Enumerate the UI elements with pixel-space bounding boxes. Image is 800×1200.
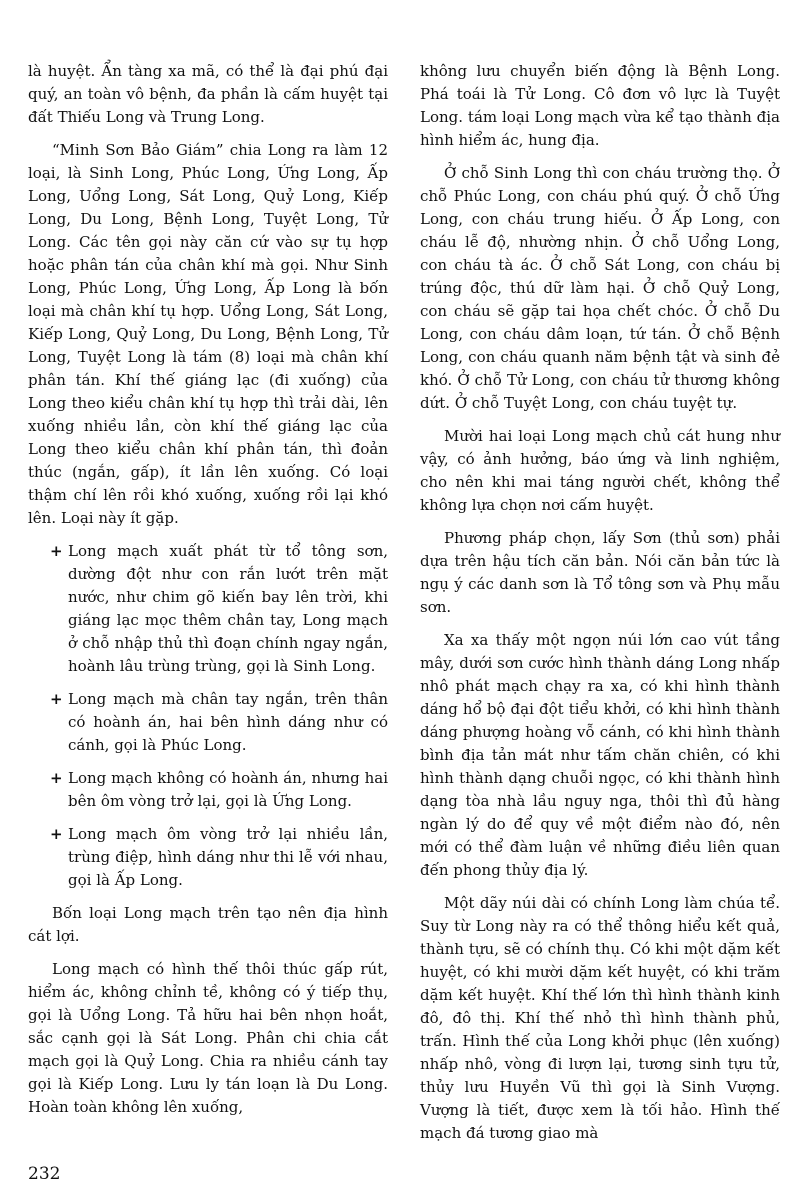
bullet-marker: + bbox=[50, 690, 63, 708]
paragraph: là huyệt. Ẩn tàng xa mã, có thể là đại phú đại quý, an toàn vô bệnh, đa phần là cấm huyệt tại đất Thiếu Long và Trung Long. bbox=[28, 62, 388, 126]
paragraph: Mười hai loại Long mạch chủ cát hung như vậy, có ảnh hưởng, báo ứng và linh nghiệm, cho nên khi mai táng người chết, không thể không lựa chọn nơi cấm huyệt. bbox=[420, 427, 780, 514]
list-item-text: Long mạch không có hoành án, nhưng hai bên ôm vòng trở lại, gọi là Ứng Long. bbox=[68, 769, 388, 810]
bullet-list bbox=[28, 540, 388, 892]
list-item-text: Long mạch xuất phát từ tổ tông sơn, dường đột như con rắn lướt trên mặt nước, như chim gõ kiến bay lên trời, khi giáng lạc mọc thêm chân tay, Long mạch ở chỗ nhập thủ thì đoạn chính ngay ngắn, hoành lâu trùng trùng, gọi là Sinh Long. bbox=[68, 542, 388, 675]
left-column bbox=[28, 60, 388, 1129]
list-item bbox=[50, 767, 388, 813]
paragraph: Phương pháp chọn, lấy Sơn (thủ sơn) phải dựa trên hậu tích căn bản. Nói căn bản tức là ngụ ý các danh sơn là Tổ tông sơn và Phụ mẫu sơn. bbox=[420, 529, 780, 616]
bullet-marker: + bbox=[50, 825, 63, 843]
page-number: 232 bbox=[28, 1164, 61, 1184]
list-item bbox=[50, 688, 388, 757]
list-item-text: Long mạch mà chân tay ngắn, trên thân có hoành án, hai bên hình dáng như có cánh, gọi là Phúc Long. bbox=[68, 690, 388, 754]
paragraph: “Minh Sơn Bảo Giám” chia Long ra làm 12 loại, là Sinh Long, Phúc Long, Ứng Long, Ấp Long, Uổng Long, Sát Long, Quỷ Long, Kiếp Long, Du Long, Bệnh Long, Tuyệt Long, Tử Long. Các tên gọi này căn cứ vào sự tụ hợp hoặc phân tán của chân khí mà gọi. Như Sinh Long, Phúc Long, Ứng Long, Ấp Long là bốn loại mà chân khí tụ hợp. Uổng Long, Sát Long, Kiếp Long, Quỷ Long, Du Long, Bệnh Long, Tử Long, Tuyệt Long là tám (8) loại mà chân khí phân tán. Khí thế giáng lạc (đi xuống) của Long theo kiểu chân khí tụ hợp thì trải dài, lên xuống nhiều lần, còn khí thế giáng lạc của Long theo kiểu chân khí phân tán, thì đoản thúc (ngắn, gấp), ít lần lên xuống. Có loại thậm chí lên rồi khó xuống, xuống rồi lại khó lên. Loại này ít gặp. bbox=[28, 141, 388, 527]
paragraph: Một dãy núi dài có chính Long làm chúa tể. Suy từ Long này ra có thể thông hiểu kết quả, thành tựu, sẽ có chính thụ. Có khi một dặm kết huyệt, có khi mười dặm kết huyệt, có khi trăm dặm kết huyệt. Khí thế lớn thì hình thành kinh đô, đô thị. Khí thế nhỏ thì hình thành phủ, trấn. Hình thế của Long khởi phục (lên xuống) nhấp nhô, vòng đi lượn lại, tương sinh tựu tử, thủy lưu Huyền Vũ thì gọi là Sinh Vượng. Vượng là tiết, được xem là tối hảo. Hình thế mạch đá tương giao mà bbox=[420, 894, 780, 1142]
paragraph: Xa xa thấy một ngọn núi lớn cao vút tầng mây, dưới sơn cước hình thành dáng Long nhấp nhô phát mạch chạy ra xa, có khi hình thành dáng hổ bộ đại đột tiểu khởi, có khi hình thành dáng phượng hoàng vỗ cánh, có khi hình thành bình địa tản mát như tấm chăn chiên, có khi hình thành dạng chuỗi ngọc, có khi thành hình dạng tòa nhà lầu nguy nga, thôi thì đủ hàng ngàn lý do để quy về một điểm nào đó, nên mới có thể đàm luận về những điều liên quan đến phong thủy địa lý. bbox=[420, 631, 780, 879]
paragraph: Ở chỗ Sinh Long thì con cháu trường thọ. Ở chỗ Phúc Long, con cháu phú quý. Ở chỗ Ứng Long, con cháu trung hiếu. Ở Ấp Long, con cháu lễ độ, nhường nhịn. Ở chỗ Uổng Long, con cháu tà ác. Ở chỗ Sát Long, con cháu bị trúng độc, thú dữ làm hại. Ở chỗ Quỷ Long, con cháu sẽ gặp tai họa chết chóc. Ở chỗ Du Long, con cháu dâm loạn, tứ tán. Ở chỗ Bệnh Long, con cháu quanh năm bệnh tật và sinh đẻ khó. Ở chỗ Tử Long, con cháu tử thương không dứt. Ở chỗ Tuyệt Long, con cháu tuyệt tự. bbox=[420, 164, 780, 412]
list-item bbox=[50, 823, 388, 892]
bullet-marker: + bbox=[50, 769, 63, 787]
paragraph: Bốn loại Long mạch trên tạo nên địa hình cát lợi. bbox=[28, 904, 388, 945]
right-column bbox=[420, 60, 780, 1155]
list-item bbox=[50, 540, 388, 678]
bullet-marker: + bbox=[50, 542, 63, 560]
paragraph: Long mạch có hình thế thôi thúc gấp rút, hiểm ác, không chỉnh tề, không có ý tiếp thụ, gọi là Uổng Long. Tả hữu hai bên nhọn hoắt, sắc cạnh gọi là Sát Long. Phân chi chia cắt mạch gọi là Quỷ Long. Chia ra nhiều cánh tay gọi là Kiếp Long. Lưu ly tán loạn là Du Long. Hoàn toàn không lên xuống, bbox=[28, 960, 388, 1116]
list-item-text: Long mạch ôm vòng trở lại nhiều lần, trùng điệp, hình dáng như thi lễ với nhau, gọi là Ấp Long. bbox=[68, 825, 388, 889]
paragraph: không lưu chuyển biến động là Bệnh Long. Phá toái là Tử Long. Cô đơn vô lực là Tuyệt Long. tám loại Long mạch vừa kể tạo thành địa hình hiểm ác, hung địa. bbox=[420, 62, 780, 149]
